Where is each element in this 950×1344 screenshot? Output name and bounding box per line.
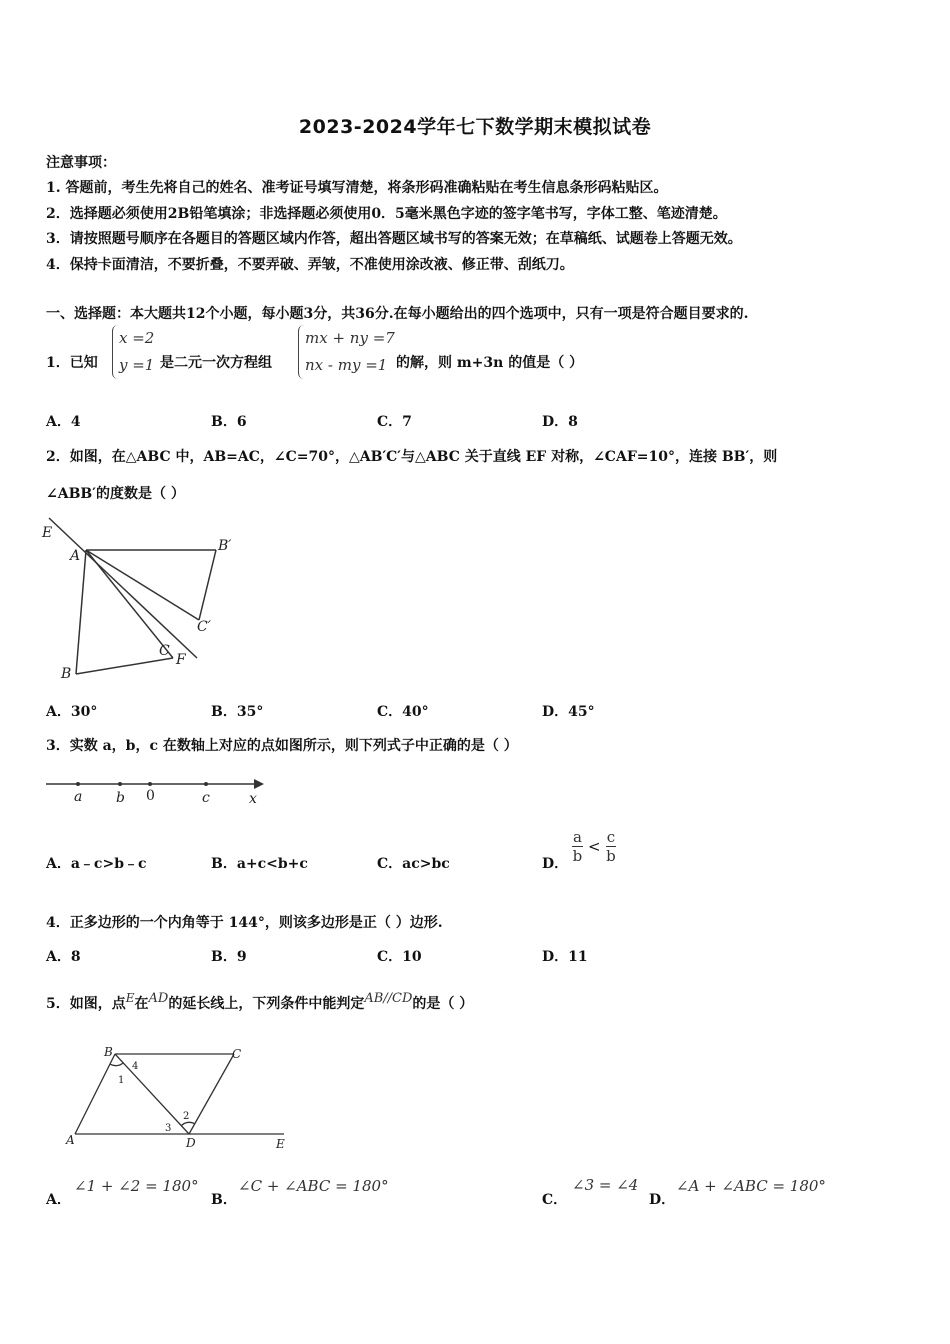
q2-figure xyxy=(40,512,250,687)
q5-option-c[interactable]: C． xyxy=(542,1192,568,1208)
q3-frac-a-over-b xyxy=(572,828,583,865)
q1-sys2-eq1: mx + ny =7 xyxy=(305,329,395,347)
q5-label-b: B xyxy=(104,1045,113,1059)
q2-label-c-prime: C′ xyxy=(197,619,211,635)
q2-label-b-prime: B′ xyxy=(218,538,232,554)
q2-label-a: A xyxy=(70,548,81,564)
q2-label-f: F xyxy=(176,652,186,668)
q4-option-c[interactable]: C．10 xyxy=(377,949,422,965)
page-title: 2023-2024学年七下数学期末模拟试卷 xyxy=(298,116,652,138)
q5-option-b[interactable]: B． xyxy=(211,1192,237,1208)
q3-option-d[interactable]: D． xyxy=(542,856,569,872)
q5-label-c: C xyxy=(232,1047,242,1061)
q5-angle-3: 3 xyxy=(165,1123,172,1134)
notice-item-4: 4．保持卡面清洁，不要折叠，不要弄破、弄皱，不准使用涂改液、修正带、刮纸刀。 xyxy=(46,257,574,273)
q3-label-c: c xyxy=(202,790,210,806)
q5-option-c-math: ∠3 = ∠4 xyxy=(572,1176,639,1194)
q2-segment-bc xyxy=(76,658,173,674)
q1-middle-text: 是二元一次方程组 xyxy=(160,355,272,371)
q5-segment-ab xyxy=(75,1054,115,1134)
q3-option-d-math xyxy=(572,828,616,865)
q3-less-than: < xyxy=(588,837,601,856)
q5-angle-1: 1 xyxy=(118,1075,125,1086)
q5-label-e: E xyxy=(276,1137,285,1151)
q3-label-zero: 0 xyxy=(146,788,155,804)
section-heading: 一、选择题：本大题共12个小题，每小题3分，共36分.在每小题给出的四个选项中，只有一项是符合题目要求的. xyxy=(46,306,749,322)
q5-angle-4: 4 xyxy=(132,1061,139,1072)
q2-segment-bprime-cprime xyxy=(199,550,216,620)
q1-option-b[interactable]: B．6 xyxy=(211,414,247,430)
q5-stem xyxy=(46,993,473,1013)
q3-point-zero xyxy=(148,782,152,786)
q5-option-a[interactable]: A． xyxy=(46,1192,71,1208)
q3-point-b xyxy=(118,782,122,786)
q1-sys2-eq2: nx - my =1 xyxy=(305,356,388,374)
q3-option-c[interactable]: C．ac>bc xyxy=(377,856,450,872)
q2-option-a[interactable]: A．30° xyxy=(46,704,98,720)
q3-frac2-den: b xyxy=(606,847,616,865)
q5-option-a-math: ∠1 + ∠2 = 180° xyxy=(74,1177,199,1195)
q3-axis-arrow xyxy=(254,779,264,789)
q3-number-line xyxy=(44,772,269,808)
q5-segment-bd xyxy=(115,1054,189,1134)
q3-point-c xyxy=(204,782,208,786)
notice-heading: 注意事项： xyxy=(46,155,116,171)
q1-solution-system xyxy=(112,325,154,379)
q1-sys1-eq2: y =1 xyxy=(119,356,155,374)
q4-stem: 4．正多边形的一个内角等于 144°，则该多边形是正（ ）边形. xyxy=(46,915,443,931)
q3-stem: 3．实数 a，b，c 在数轴上对应的点如图所示，则下列式子中正确的是（ ） xyxy=(46,738,518,754)
q2-option-c[interactable]: C．40° xyxy=(377,704,429,720)
q5-part2: 在 xyxy=(134,996,149,1012)
q5-part3: 的延长线上，下列条件中能判定 xyxy=(168,996,365,1012)
q4-option-b[interactable]: B．9 xyxy=(211,949,247,965)
q1-option-c[interactable]: C．7 xyxy=(377,414,412,430)
notice-item-1: 1. 答题前，考生先将自己的姓名、准考证号填写清楚，将条形码准确粘贴在考生信息条形码粘贴区。 xyxy=(46,180,668,196)
q4-option-d[interactable]: D．11 xyxy=(542,949,588,965)
q5-figure xyxy=(62,1042,297,1154)
q2-label-b: B xyxy=(61,666,72,682)
q1-option-a[interactable]: A．4 xyxy=(46,414,81,430)
q3-label-x: x xyxy=(249,791,257,807)
q3-frac2-num: c xyxy=(606,828,616,846)
q2-label-c: C xyxy=(159,643,170,659)
q5-angle-2: 2 xyxy=(183,1111,190,1122)
q2-segment-ab xyxy=(76,550,86,674)
q2-stem-line1: 2．如图，在△ABC 中，AB=AC，∠C=70°，△AB′C′与△ABC 关于直线 EF 对称，∠CAF=10°，连接 BB′，则 xyxy=(46,449,778,465)
q5-part1: 5．如图，点 xyxy=(46,996,126,1012)
q1-option-d[interactable]: D．8 xyxy=(542,414,578,430)
q1-sys1-eq1: x =2 xyxy=(119,329,155,347)
q2-option-d[interactable]: D．45° xyxy=(542,704,595,720)
q5-label-d: D xyxy=(186,1136,196,1150)
q3-option-a[interactable]: A．a﹣c>b﹣c xyxy=(46,856,147,872)
q2-label-e: E xyxy=(42,525,53,541)
q5-line-ad: AD xyxy=(148,991,169,1006)
q2-option-b[interactable]: B．35° xyxy=(211,704,264,720)
q5-angle-arc-2 xyxy=(181,1122,195,1126)
q5-part4: 的是（ ） xyxy=(412,996,474,1012)
q2-stem-line2: ∠ABB′的度数是（ ） xyxy=(46,486,185,502)
q1-suffix: 的解，则 m+3n 的值是（ ） xyxy=(396,355,584,371)
q3-frac1-num: a xyxy=(573,828,582,846)
q3-option-b[interactable]: B．a+c<b+c xyxy=(211,856,308,872)
q2-segment-ac xyxy=(86,550,173,658)
q5-parallel-condition: AB//CD xyxy=(364,991,413,1006)
q5-option-d[interactable]: D． xyxy=(649,1192,676,1208)
q1-prefix: 1．已知 xyxy=(46,355,98,371)
q5-angle-arc-1 xyxy=(110,1063,123,1066)
q2-line-ef xyxy=(49,518,197,658)
q3-point-a xyxy=(76,782,80,786)
q3-label-a: a xyxy=(74,789,83,805)
q5-segment-cd xyxy=(189,1054,234,1134)
q1-equation-system xyxy=(298,325,395,379)
notice-item-2: 2．选择题必须使用2B铅笔填涂；非选择题必须使用0．5毫米黑色字迹的签字笔书写，字体工整、笔迹清楚。 xyxy=(46,206,727,222)
q5-point-e: E xyxy=(125,991,135,1005)
q2-segment-a-cprime xyxy=(86,550,199,620)
q4-option-a[interactable]: A．8 xyxy=(46,949,81,965)
q5-label-a: A xyxy=(66,1133,75,1147)
q3-frac-c-over-b xyxy=(606,828,616,865)
q5-option-b-math: ∠C + ∠ABC = 180° xyxy=(238,1177,389,1195)
q3-frac1-den: b xyxy=(572,847,583,865)
q5-option-d-math: ∠A + ∠ABC = 180° xyxy=(676,1177,826,1195)
notice-item-3: 3．请按照题号顺序在各题目的答题区域内作答，超出答题区域书写的答案无效；在草稿纸、试题卷上答题无效。 xyxy=(46,231,742,247)
q3-label-b: b xyxy=(116,790,125,806)
